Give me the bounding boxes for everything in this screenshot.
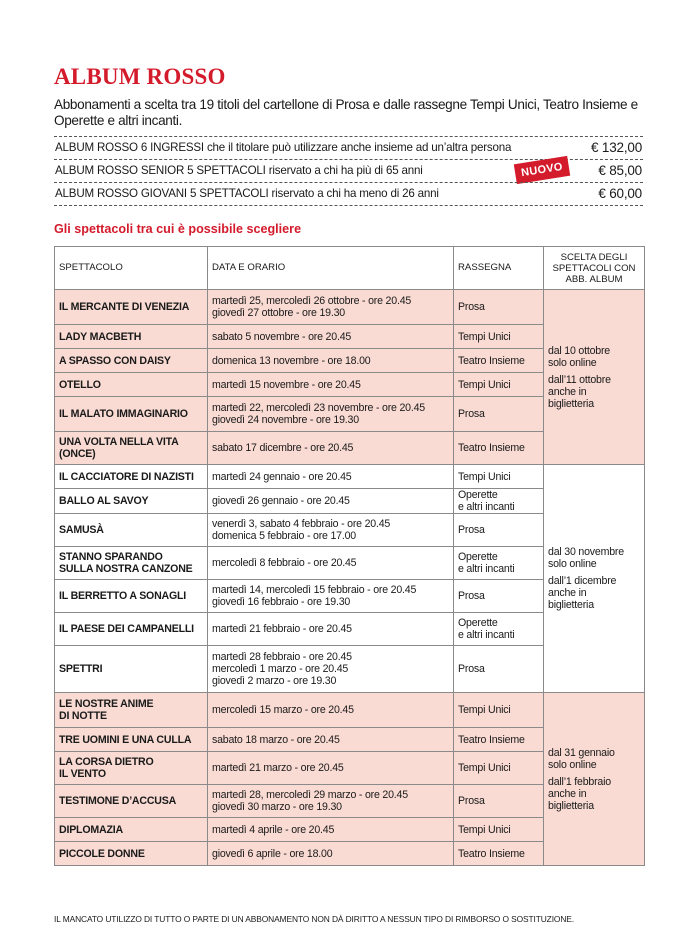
price-description: ALBUM ROSSO 6 INGRESSI che il titolare può utilizzare anche insieme ad un’altra persona	[55, 141, 512, 154]
rassegna-line: e altri incanti	[458, 563, 515, 575]
date-line: martedì 25, mercoledì 26 ottobre - ore 20.45	[212, 295, 412, 307]
date-line: martedì 15 novembre - ore 20.45	[212, 378, 361, 391]
availability-line: solo online	[548, 356, 597, 369]
date-line: sabato 5 novembre - ore 20.45	[212, 330, 352, 343]
show-title-cell	[55, 514, 208, 547]
rassegna-line: e altri incanti	[458, 501, 515, 513]
date-cell	[208, 514, 454, 547]
date-line: giovedì 26 gennaio - ore 20.45	[212, 495, 350, 507]
date-cell	[208, 432, 454, 465]
show-title: SULLA NOSTRA CANZONE	[59, 563, 193, 575]
rassegna-line: Prosa	[458, 524, 485, 536]
price-amount: € 60,00	[598, 186, 642, 201]
price-amount: € 132,00	[591, 140, 642, 155]
availability-line: biglietteria	[548, 397, 594, 410]
page-title: ALBUM ROSSO	[54, 64, 226, 89]
show-title: STANNO SPARANDO	[59, 551, 163, 563]
date-line: mercoledì 8 febbraio - ore 20.45	[212, 557, 357, 569]
rassegna-cell	[454, 290, 544, 325]
show-title-cell	[55, 397, 208, 432]
rassegna-line: Tempi Unici	[458, 704, 511, 716]
show-title-cell	[55, 613, 208, 646]
date-line: domenica 5 febbraio - ore 17.00	[212, 530, 356, 542]
rassegna-cell	[454, 349, 544, 373]
availability-line: dal 30 novembre	[548, 546, 624, 558]
date-line: martedì 14, mercoledì 15 febbraio - ore 20.45	[212, 584, 417, 596]
rassegna-cell	[454, 465, 544, 489]
rassegna-line: e altri incanti	[458, 629, 515, 641]
table-row	[55, 290, 645, 325]
show-title-cell	[55, 785, 208, 818]
date-line: giovedì 30 marzo - ore 19.30	[212, 801, 342, 813]
show-title-cell	[55, 290, 208, 325]
show-title-cell	[55, 752, 208, 785]
new-badge: NUOVO	[514, 156, 570, 184]
date-line: martedì 22, mercoledì 23 novembre - ore 20.45	[212, 402, 425, 414]
price-description: ALBUM ROSSO SENIOR 5 SPETTACOLI riservato a chi ha più di 65 anni	[55, 164, 423, 177]
rassegna-line: Prosa	[458, 408, 485, 420]
rassegna-line: Tempi Unici	[458, 378, 511, 391]
rassegna-cell	[454, 547, 544, 580]
availability-line: anche in	[548, 787, 587, 800]
availability-line: dall’1 febbraio	[548, 775, 611, 788]
show-title: (ONCE)	[59, 448, 96, 460]
date-line: giovedì 27 ottobre - ore 19.30	[212, 307, 345, 319]
show-title: IL MERCANTE DI VENEZIA	[59, 301, 190, 313]
table-header-row	[55, 247, 645, 290]
show-title-cell	[55, 580, 208, 613]
show-title: SPETTRI	[59, 663, 103, 675]
date-cell	[208, 693, 454, 728]
rassegna-cell	[454, 325, 544, 349]
date-line: sabato 17 dicembre - ore 20.45	[212, 442, 354, 454]
price-list	[54, 136, 643, 206]
show-title: BALLO AL SAVOY	[59, 495, 149, 507]
show-title: IL VENTO	[59, 768, 106, 780]
rassegna-cell	[454, 752, 544, 785]
date-line: giovedì 6 aprile - ore 18.00	[212, 847, 333, 860]
show-title: UNA VOLTA NELLA VITA	[59, 436, 179, 448]
rassegna-cell	[454, 842, 544, 866]
availability-note	[544, 465, 645, 693]
show-title: A SPASSO CON DAISY	[59, 354, 171, 367]
header-data-orario: DATA E ORARIO	[208, 247, 454, 290]
rassegna-cell	[454, 580, 544, 613]
date-cell	[208, 290, 454, 325]
show-title: IL CACCIATORE DI NAZISTI	[59, 470, 194, 483]
rassegna-line: Prosa	[458, 795, 485, 807]
show-title-cell	[55, 373, 208, 397]
date-cell	[208, 785, 454, 818]
schedule-table	[54, 246, 645, 866]
show-title-cell	[55, 693, 208, 728]
availability-line: solo online	[548, 758, 597, 771]
date-cell	[208, 349, 454, 373]
rassegna-line: Operette	[458, 617, 498, 629]
show-title: LA CORSA DIETRO	[59, 756, 154, 768]
rassegna-cell	[454, 785, 544, 818]
show-title: TESTIMONE D’ACCUSA	[59, 795, 177, 807]
show-title-cell	[55, 547, 208, 580]
date-cell	[208, 728, 454, 752]
rassegna-line: Teatro Insieme	[458, 733, 525, 746]
availability-line: anche in	[548, 587, 587, 599]
subtitle: Abbonamenti a scelta tra 19 titoli del cartellone di Prosa e dalle rassegne Tempi Unici, Teatro Insieme e Operette e altri incanti.	[54, 97, 638, 128]
rassegna-cell	[454, 646, 544, 693]
show-title: OTELLO	[59, 378, 101, 391]
footer-disclaimer: IL MANCATO UTILIZZO DI TUTTO O PARTE DI UN ABBONAMENTO NON DÀ DIRITTO A NESSUN TIPO DI RIMBORSO O SOSTITUZIONE.	[54, 914, 574, 924]
rassegna-line: Teatro Insieme	[458, 847, 525, 860]
show-title-cell	[55, 432, 208, 465]
rassegna-line: Prosa	[458, 301, 485, 313]
show-title: SAMUSÀ	[59, 524, 104, 536]
availability-note	[544, 290, 645, 465]
header-spettacolo: SPETTACOLO	[55, 247, 208, 290]
date-line: martedì 21 febbraio - ore 20.45	[212, 623, 352, 635]
rassegna-cell	[454, 818, 544, 842]
date-line: mercoledì 1 marzo - ore 20.45	[212, 663, 349, 675]
rassegna-cell	[454, 613, 544, 646]
rassegna-line: Teatro Insieme	[458, 442, 525, 454]
rassegna-cell	[454, 373, 544, 397]
date-line: martedì 24 gennaio - ore 20.45	[212, 470, 352, 483]
availability-line: anche in	[548, 385, 587, 398]
date-line: mercoledì 15 marzo - ore 20.45	[212, 704, 354, 716]
section-title: Gli spettacoli tra cui è possibile scegliere	[54, 222, 302, 236]
availability-line: dal 10 ottobre	[548, 344, 610, 357]
date-line: martedì 4 aprile - ore 20.45	[212, 823, 335, 836]
show-title: DI NOTTE	[59, 710, 107, 722]
show-title: PICCOLE DONNE	[59, 847, 145, 860]
show-title-cell	[55, 818, 208, 842]
price-amount: € 85,00	[598, 163, 642, 178]
show-title: LE NOSTRE ANIME	[59, 698, 154, 710]
availability-line: solo online	[548, 558, 597, 570]
rassegna-line: Operette	[458, 489, 498, 501]
rassegna-line: Operette	[458, 551, 498, 563]
rassegna-line: Prosa	[458, 590, 485, 602]
table-row	[55, 693, 645, 728]
date-cell	[208, 397, 454, 432]
show-title-cell	[55, 465, 208, 489]
show-title: DIPLOMAZIA	[59, 823, 123, 836]
show-title-cell	[55, 646, 208, 693]
availability-line: dal 31 gennaio	[548, 746, 615, 759]
header-rassegna: RASSEGNA	[454, 247, 544, 290]
table-row	[55, 465, 645, 489]
date-cell	[208, 842, 454, 866]
price-row-giovani	[54, 182, 643, 206]
date-line: giovedì 24 novembre - ore 19.30	[212, 414, 359, 426]
rassegna-line: Tempi Unici	[458, 762, 511, 774]
show-title: IL MALATO IMMAGINARIO	[59, 408, 188, 420]
rassegna-line: Teatro Insieme	[458, 354, 525, 367]
date-line: martedì 21 marzo - ore 20.45	[212, 762, 344, 774]
date-cell	[208, 465, 454, 489]
date-line: giovedì 16 febbraio - ore 19.30	[212, 596, 351, 608]
date-cell	[208, 818, 454, 842]
rassegna-line: Tempi Unici	[458, 823, 511, 836]
show-title-cell	[55, 489, 208, 514]
date-cell	[208, 547, 454, 580]
date-cell	[208, 752, 454, 785]
date-cell	[208, 646, 454, 693]
price-description: ALBUM ROSSO GIOVANI 5 SPETTACOLI riservato a chi ha meno di 26 anni	[55, 187, 439, 200]
price-row-6-ingressi	[54, 136, 643, 159]
rassegna-line: Prosa	[458, 663, 485, 675]
date-cell	[208, 489, 454, 514]
show-title-cell	[55, 349, 208, 373]
price-row-senior	[54, 159, 643, 182]
rassegna-cell	[454, 693, 544, 728]
rassegna-cell	[454, 514, 544, 547]
date-line: sabato 18 marzo - ore 20.45	[212, 733, 340, 746]
availability-line: dall’1 dicembre	[548, 575, 617, 587]
availability-line: biglietteria	[548, 799, 594, 812]
schedule-body	[55, 290, 645, 866]
date-cell	[208, 325, 454, 349]
rassegna-line: Tempi Unici	[458, 330, 511, 343]
show-title: IL PAESE DEI CAMPANELLI	[59, 623, 194, 635]
date-line: domenica 13 novembre - ore 18.00	[212, 354, 371, 367]
rassegna-cell	[454, 489, 544, 514]
show-title: LADY MACBETH	[59, 330, 142, 343]
date-cell	[208, 613, 454, 646]
availability-line: dall’11 ottobre	[548, 373, 611, 386]
rassegna-cell	[454, 397, 544, 432]
date-line: giovedì 2 marzo - ore 19.30	[212, 675, 337, 687]
show-title-cell	[55, 842, 208, 866]
header-scelta: SCELTA DEGLI SPETTACOLI CON ABB. ALBUM	[544, 247, 645, 290]
date-line: martedì 28 febbraio - ore 20.45	[212, 651, 352, 663]
show-title: TRE UOMINI E UNA CULLA	[59, 733, 192, 746]
show-title-cell	[55, 728, 208, 752]
show-title: IL BERRETTO A SONAGLI	[59, 590, 187, 602]
availability-note	[544, 693, 645, 866]
rassegna-cell	[454, 728, 544, 752]
rassegna-line: Tempi Unici	[458, 470, 511, 483]
date-line: venerdì 3, sabato 4 febbraio - ore 20.45	[212, 518, 391, 530]
rassegna-cell	[454, 432, 544, 465]
date-line: martedì 28, mercoledì 29 marzo - ore 20.45	[212, 789, 408, 801]
show-title-cell	[55, 325, 208, 349]
availability-line: biglietteria	[548, 599, 594, 611]
date-cell	[208, 373, 454, 397]
date-cell	[208, 580, 454, 613]
